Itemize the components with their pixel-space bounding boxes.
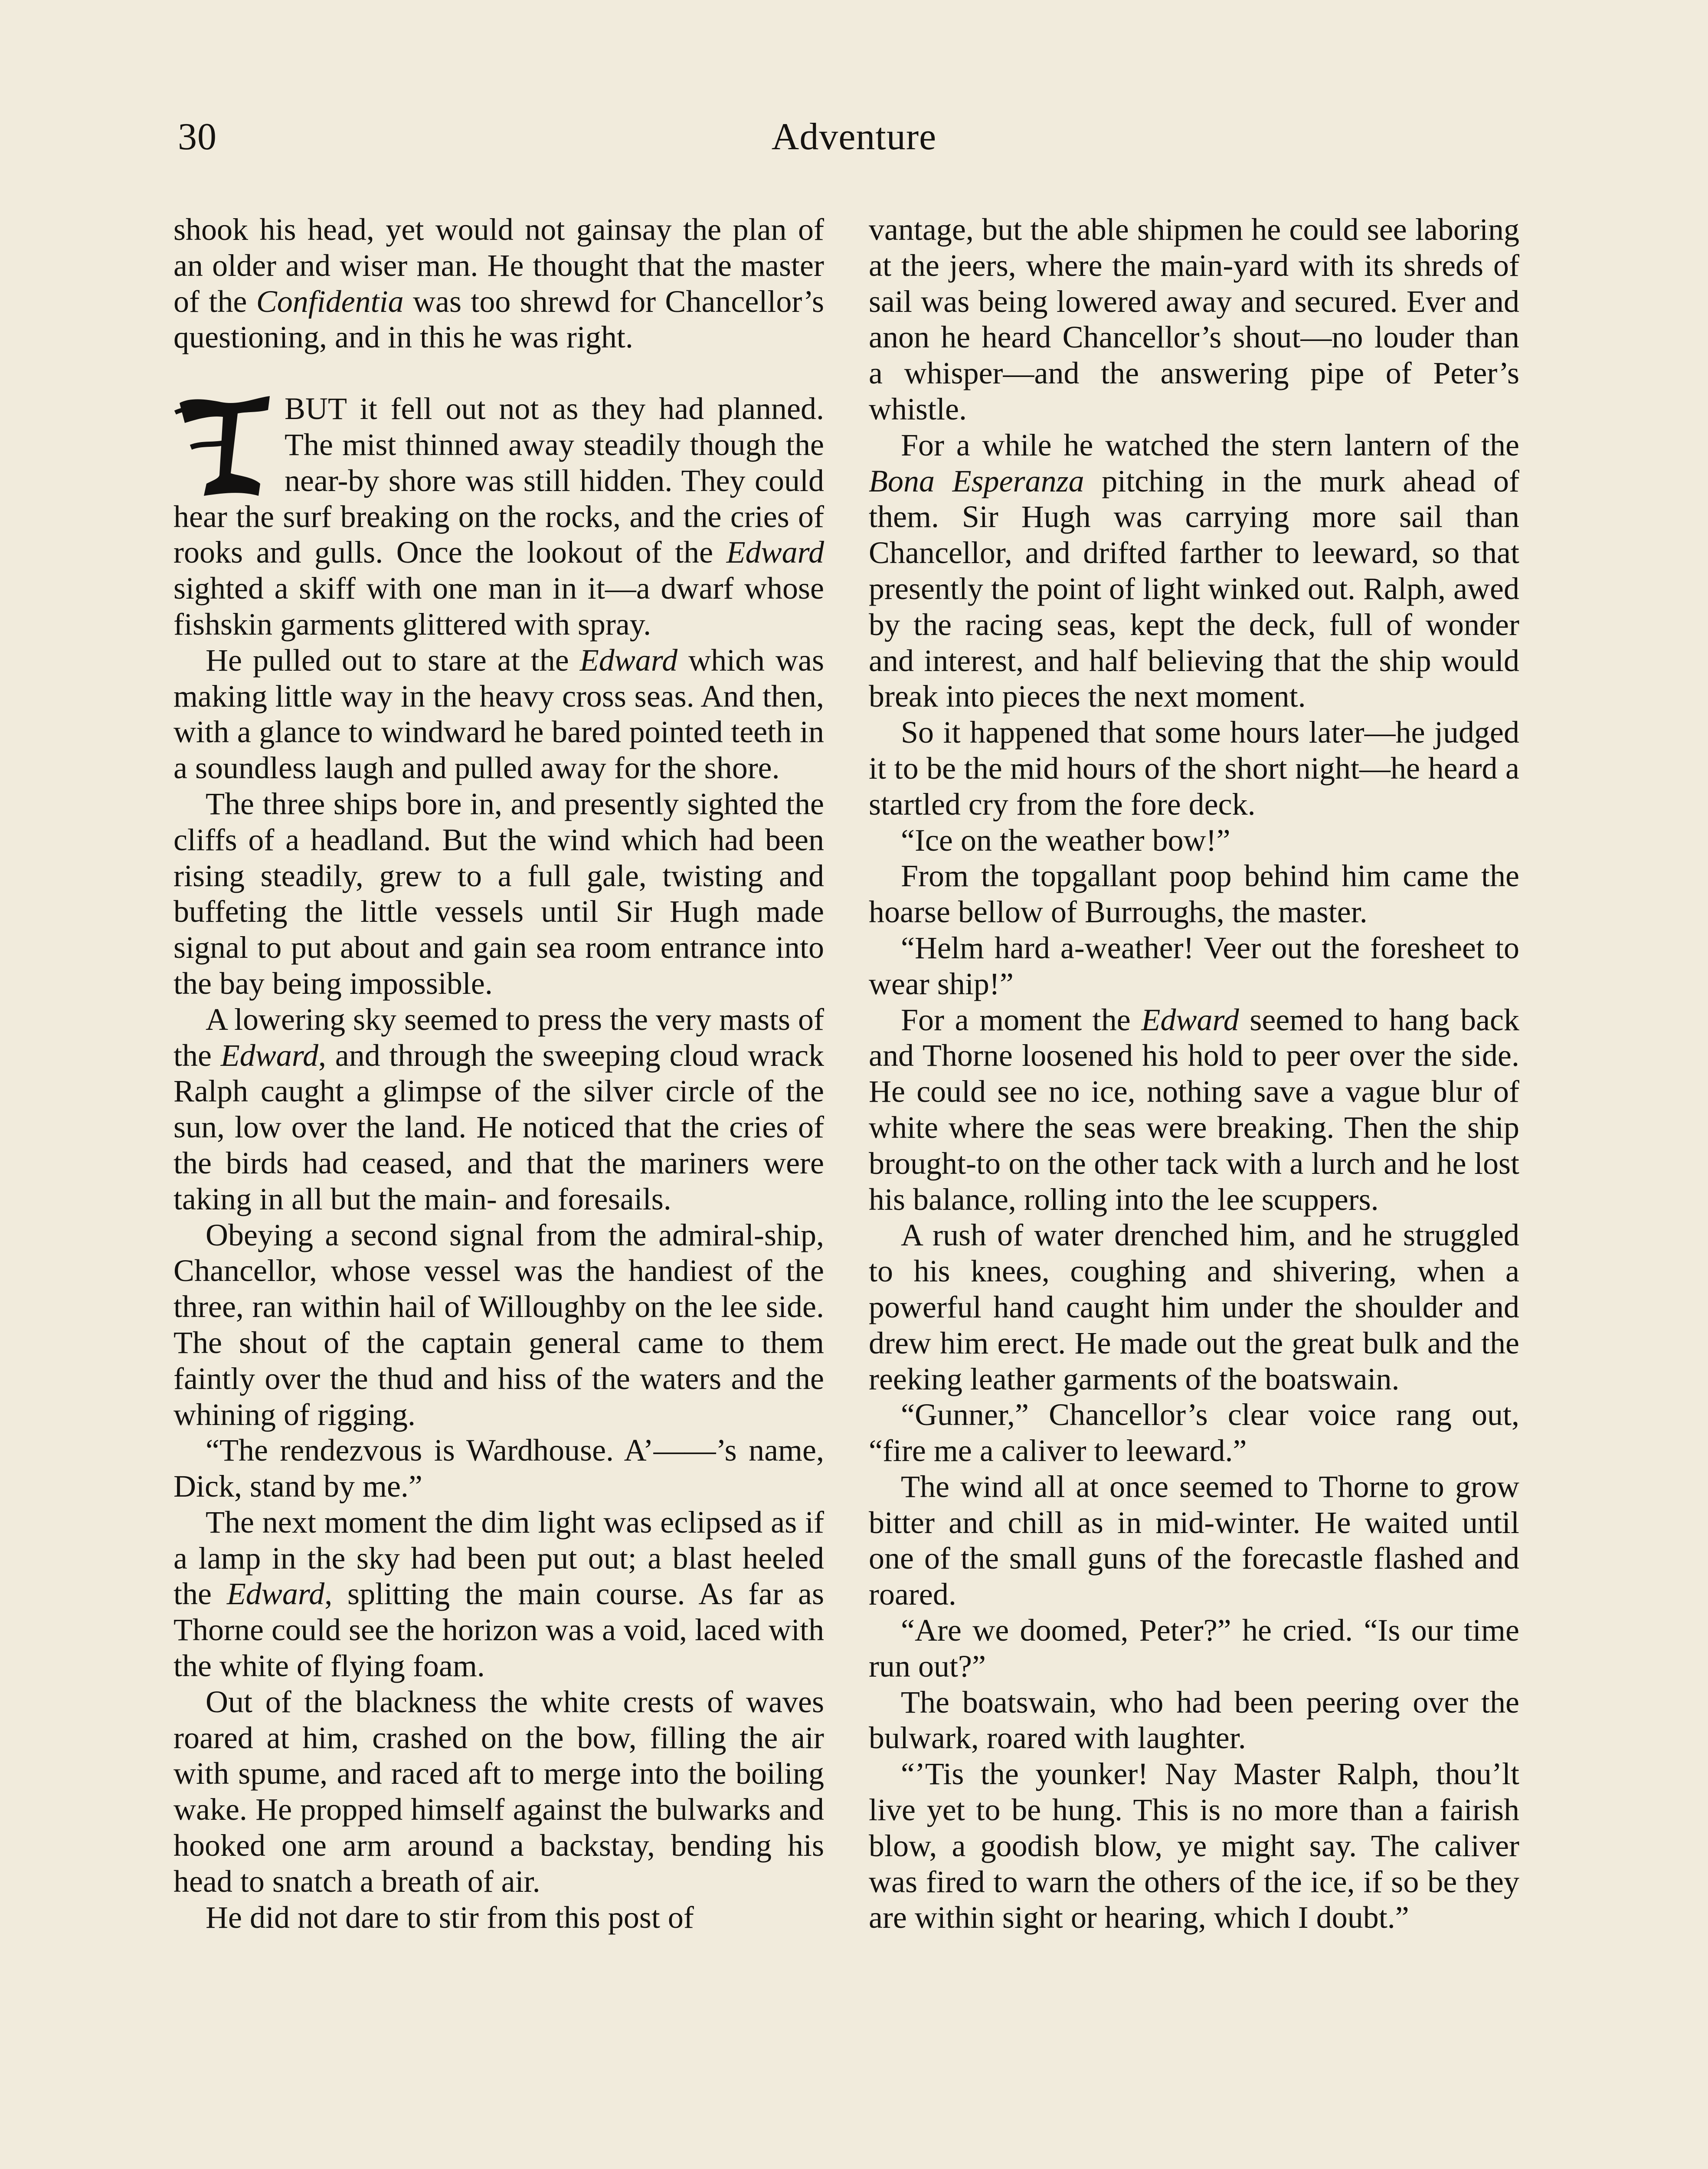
left-paragraph [173,212,824,355]
right-paragraph [869,822,1519,858]
right-text: For a moment the Edward seemed to hang back and Thorne loosened his hold to peer over the side. He could see no ice, nothing save a vague blur of white where the seas were breaking. Then the ship brought-to on the other tack with a lurch and he lost his balance, rolling into the lee scuppers. [869,1002,1519,1217]
right-paragraph [869,427,1519,714]
right-paragraph [869,212,1519,427]
right-text: A rush of water drenched him, and he struggled to his knees, coughing and shivering, when a powerful hand caught him under the shoulder and drew him erect. He made out the great bulk and the reeking leather garments of the boatswain. [869,1218,1519,1396]
right-text: “Are we doomed, Peter?” he cried. “Is our time run out?” [869,1613,1519,1684]
right-paragraph [869,1217,1519,1397]
left-text: The next moment the dim light was eclipsed as if a lamp in the sky had been put out; a blast heeled the Edward, splitting the main course. As far as Thorne could see the horizon was a void, laced with the white of flying foam. [173,1504,824,1684]
right-text: vantage, but the able shipmen he could see laboring at the jeers, where the main-yard with its shreds of sail was being lowered away and secured. Ever and anon he heard Chancellor’s shout—no louder than a whisper—and the answering pipe of Peter’s whistle. [869,212,1519,426]
left-text: “The rendezvous is Wardhouse. A’——’s name, Dick, stand by me.” [173,1433,824,1504]
right-text: “’Tis the younker! Nay Master Ralph, thou’lt live yet to be hung. This is no more than a fairish blow, a goodish blow, ye might say. The caliver was fired to warn the others of the ice, if so be they are within sight or hearing, which I doubt.” [869,1756,1519,1935]
right-text: From the topgallant poop behind him came the hoarse bellow of Burroughs, the master. [869,858,1519,930]
right-paragraph [869,1397,1519,1469]
right-paragraph [869,1756,1519,1936]
left-text: Obeying a second signal from the admiral-ship, Chancellor, whose vessel was the handiest of the three, ran within hail of Willoughby on the lee side. The shout of the captain general came to them faintly over the thud and hiss of the waters and the whining of rigging. [173,1217,824,1432]
running-title: Adventure [771,116,937,158]
left-paragraph [173,642,824,786]
right-paragraph [869,714,1519,822]
right-paragraph [869,1612,1519,1684]
right-text: The wind all at once seemed to Thorne to grow bitter and chill as in mid-winter. He waited until one of the small guns of the forecastle flashed and roared. [869,1469,1519,1612]
right-column [869,212,1519,1936]
left-text: He did not dare to stir from this post of [206,1900,694,1935]
right-text: The boatswain, who had been peering over the bulwark, roared with laughter. [869,1684,1519,1756]
page-number: 30 [178,116,217,158]
left-paragraph [173,1900,824,1936]
left-paragraph [173,1432,824,1504]
left-text: The three ships bore in, and presently sighted the cliffs of a headland. But the wind which had been rising steadily, grew to a full gale, twisting and buffeting the little vessels until Sir Hugh made signal to put about and gain sea room entrance into the bay being impossible. [173,786,824,1001]
left-paragraph [173,1504,824,1684]
left-column [173,212,824,1935]
left-paragraph [173,391,824,642]
right-paragraph [869,858,1519,930]
left-paragraph [173,1684,824,1900]
left-text: He pulled out to stare at the Edward which was making little way in the heavy cross seas. And then, with a glance to windward he bared pointed teeth in a soundless laugh and pulled away for the shore. [173,642,824,786]
left-paragraph [173,1217,824,1433]
dropcap-letter [173,395,273,498]
left-text: Out of the blackness the white crests of waves roared at him, crashed on the bow, filling the air with spume, and raced aft to merge into the boiling wake. He propped himself against the bulwarks and hooked one arm around a backstay, bending his head to snatch a breath of air. [173,1684,824,1899]
left-text: BUT it fell out not as they had planned. The mist thinned away steadily though the near-by shore was still hidden. They could hear the surf breaking on the rocks, and the cries of rooks and gulls. Once the lookout of the Edward sighted a skiff with one man in it—a dwarf whose fishskin garments glittered with spray. [173,391,824,642]
left-paragraph [173,1002,824,1217]
right-paragraph [869,930,1519,1002]
left-paragraph [173,786,824,1002]
right-paragraph [869,1684,1519,1756]
left-text: A lowering sky seemed to press the very masts of the Edward, and through the sweeping cloud wrack Ralph caught a glimpse of the silver circle of the sun, low over the land. He noticed that the cries of the birds had ceased, and that the mariners were taking in all but the main- and foresails. [173,1002,824,1216]
right-paragraph [869,1469,1519,1612]
right-text: “Gunner,” Chancellor’s clear voice rang out, “fire me a caliver to leeward.” [869,1397,1519,1468]
right-text: So it happened that some hours later—he judged it to be the mid hours of the short night—he heard a startled cry from the fore deck. [869,715,1519,822]
right-paragraph [869,1002,1519,1218]
right-text: “Helm hard a-weather! Veer out the foresheet to wear ship!” [869,930,1519,1001]
left-text: shook his head, yet would not gainsay the plan of an older and wiser man. He thought that the master of the Confidentia was too shrewd for Chancellor’s questioning, and in this he was right. [173,212,825,355]
right-text: “Ice on the weather bow!” [901,822,1230,858]
right-text: For a while he watched the stern lantern of the Bona Esperanza pitching in the murk ahead of them. Sir Hugh was carrying more sail than Chancellor, and drifted farther to leeward, so that presently the point of light winked out. Ralph, awed by the racing seas, kept the deck, full of wonder and interest, and half believing that the ship would break into pieces the next moment. [869,427,1519,714]
